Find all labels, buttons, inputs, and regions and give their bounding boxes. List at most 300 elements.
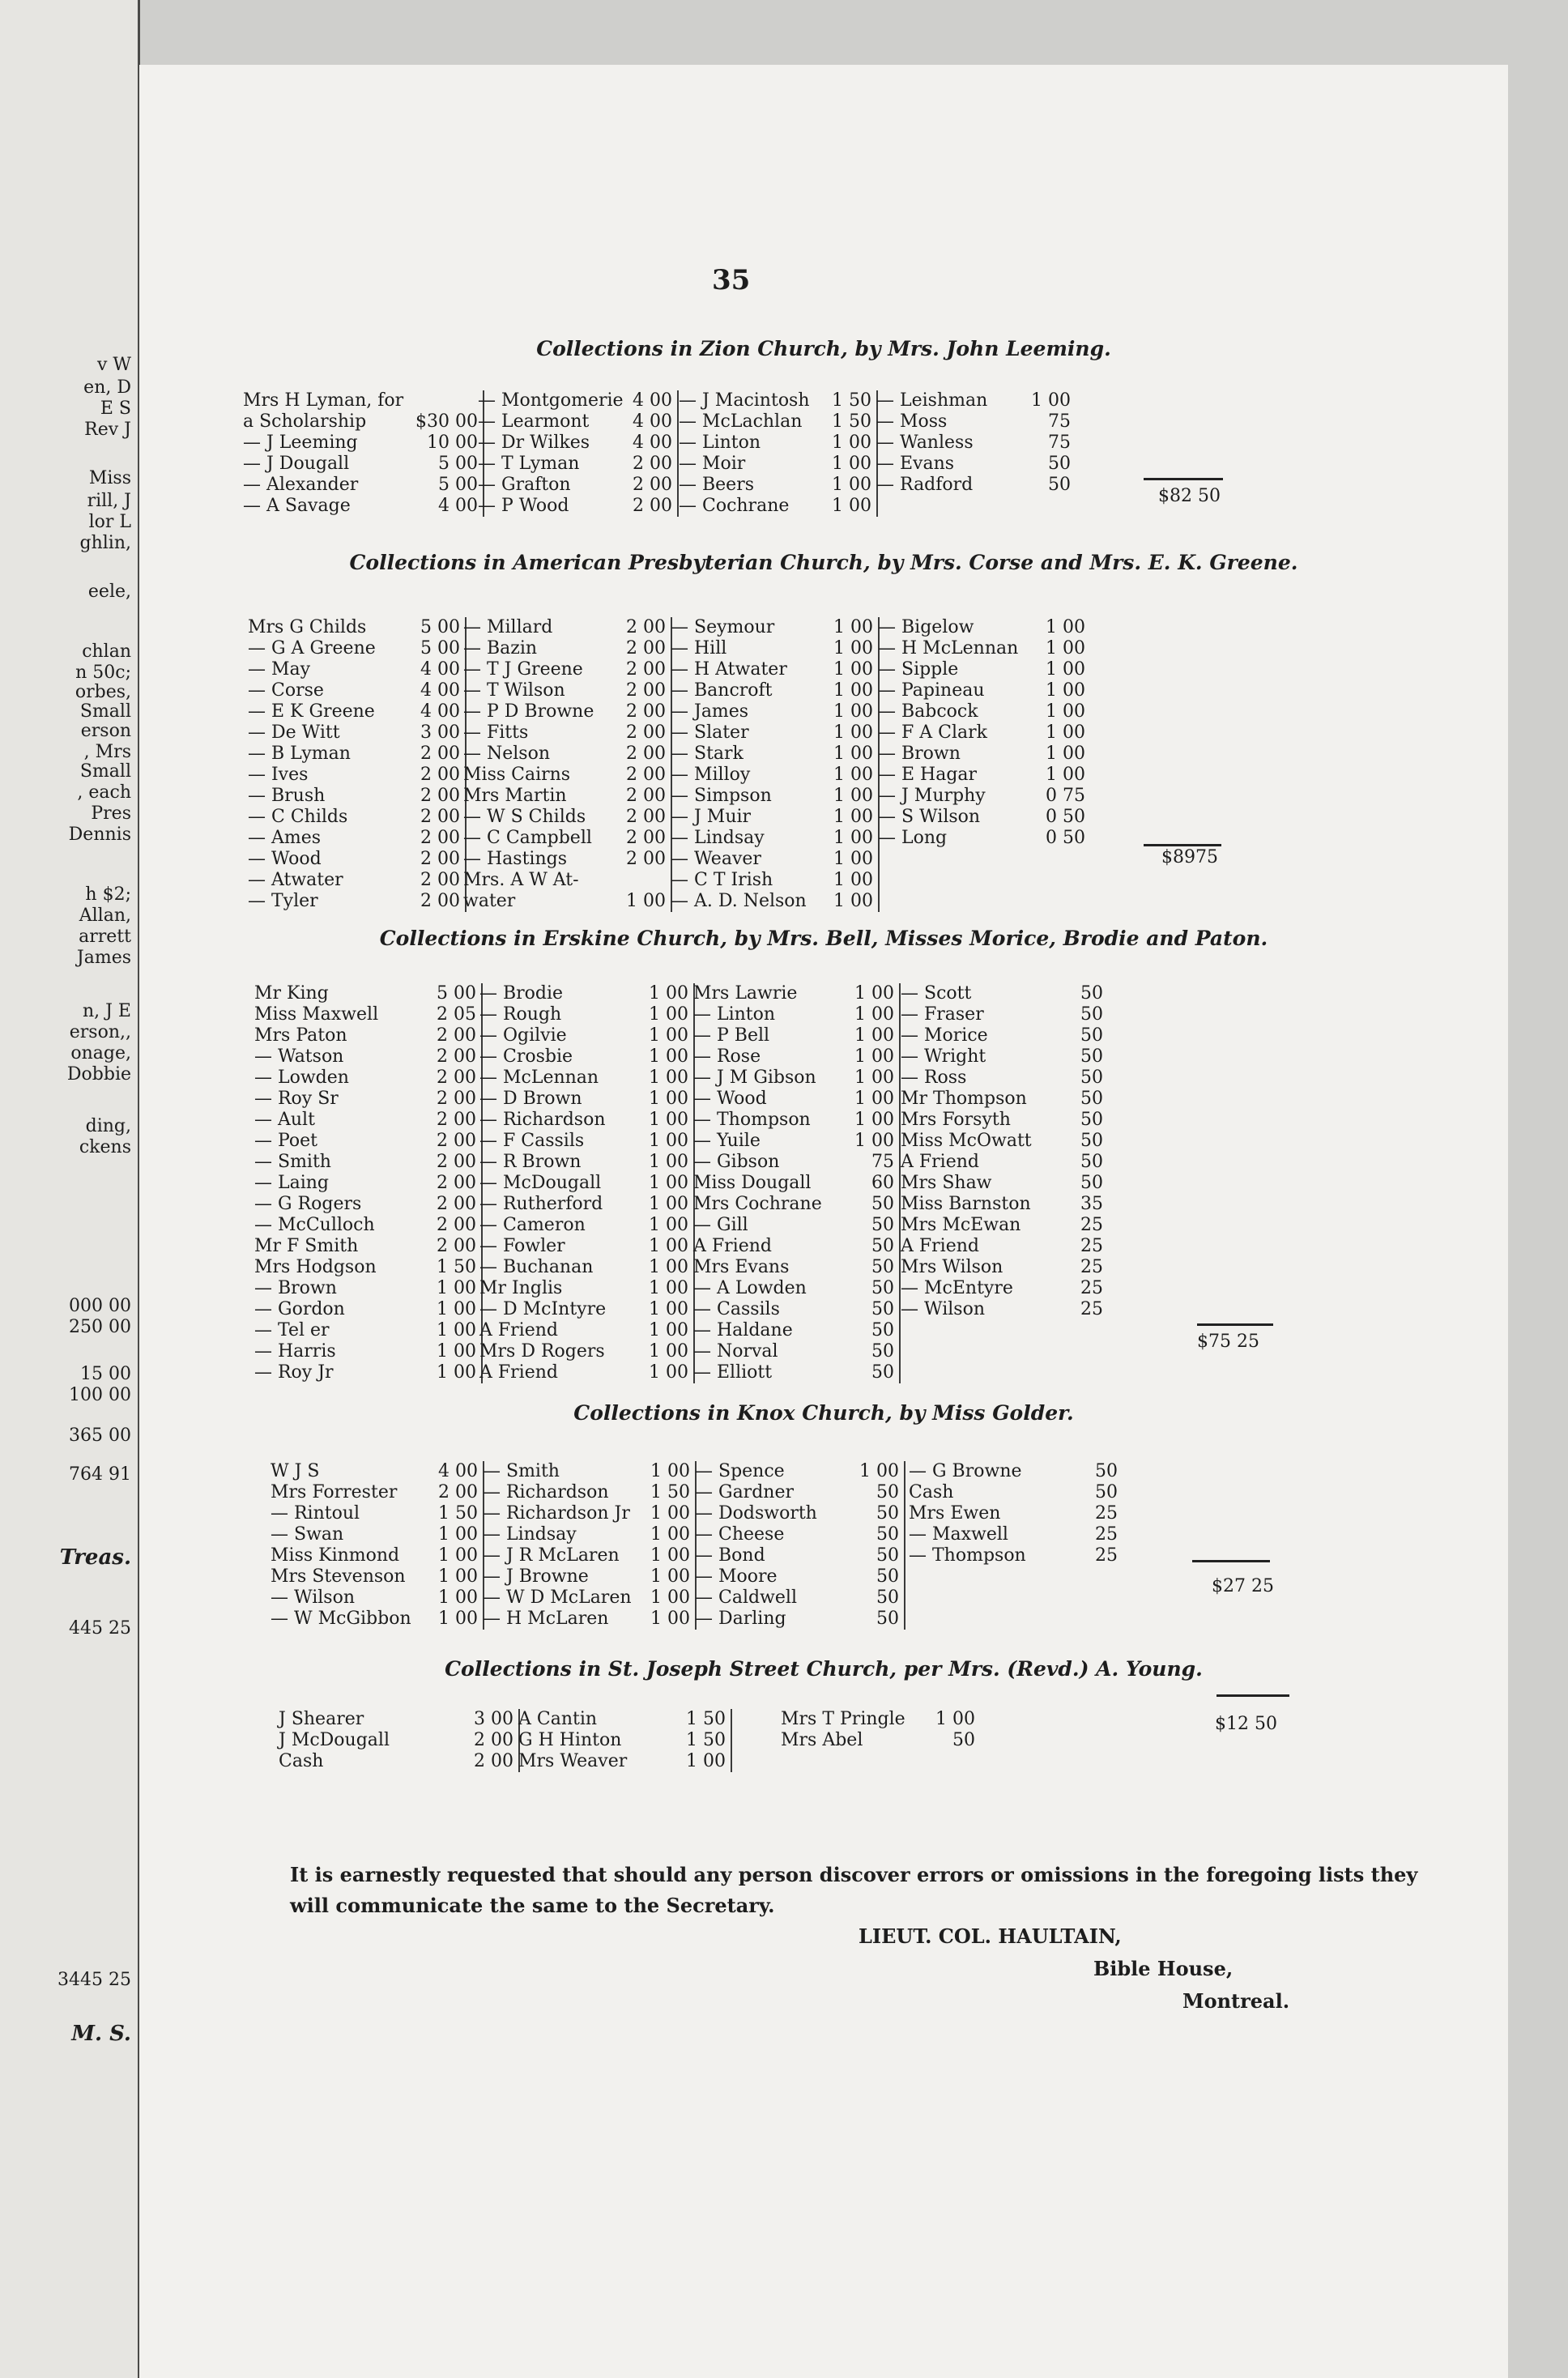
donation-amount: 50 <box>1080 1173 1103 1193</box>
donor-row <box>693 1131 894 1152</box>
donor-name: — H Atwater <box>671 659 787 680</box>
donation-amount: 50 <box>871 1320 894 1340</box>
donor-name: — Harris <box>254 1341 336 1362</box>
donor-row <box>483 1461 690 1482</box>
donation-amount: 2 00 <box>437 1089 476 1109</box>
donor-name: — Caldwell <box>695 1587 797 1608</box>
donor-name: — Nelson <box>463 744 551 764</box>
facing-page-text: Allan, <box>79 906 131 926</box>
donation-amount: 1 00 <box>854 1025 894 1046</box>
donor-name: — J Leeming <box>243 433 358 453</box>
donor-name: G H Hinton <box>518 1730 622 1750</box>
donation-amount: 1 50 <box>437 1257 476 1277</box>
donor-column <box>479 983 695 1383</box>
donor-name: — Thompson <box>909 1545 1026 1566</box>
donor-name: — Poet <box>254 1131 318 1151</box>
donor-row <box>878 680 1085 701</box>
donor-name: — Moore <box>695 1566 778 1587</box>
donor-name: A Friend <box>479 1362 558 1383</box>
donor-row <box>679 411 871 433</box>
donor-row <box>248 828 460 849</box>
donor-row <box>479 1131 688 1152</box>
donation-amount: 1 00 <box>854 1110 894 1130</box>
facing-page-text: n, J E <box>82 1001 131 1021</box>
donor-name: — Gibson <box>693 1152 780 1172</box>
donor-row <box>479 1236 688 1257</box>
donor-name: Miss Barnston <box>901 1194 1031 1214</box>
donation-amount: 1 00 <box>438 1587 478 1608</box>
donor-row <box>248 638 460 659</box>
donor-name: — Bond <box>695 1545 765 1566</box>
donor-row <box>901 1004 1103 1025</box>
donor-row <box>518 1751 726 1772</box>
donation-amount: 1 00 <box>650 1545 690 1566</box>
donor-row <box>243 390 478 411</box>
donation-amount: 1 00 <box>833 659 873 680</box>
donor-row <box>901 1299 1103 1320</box>
donation-amount: 25 <box>1080 1215 1103 1235</box>
donation-amount: 1 00 <box>1046 765 1085 785</box>
donation-amount: 2 00 <box>420 891 460 911</box>
donor-column <box>679 390 878 517</box>
donor-row <box>479 1341 688 1362</box>
donation-amount: 50 <box>1095 1461 1118 1481</box>
donor-name: — J Browne <box>483 1566 589 1587</box>
donor-row <box>671 849 873 870</box>
donor-row <box>693 1362 894 1383</box>
donation-amount: 2 00 <box>626 680 666 701</box>
donor-name: — Sipple <box>878 659 959 680</box>
donation-amount: 2 00 <box>437 1173 476 1193</box>
donation-amount: 50 <box>871 1194 894 1214</box>
donor-name: A Friend <box>901 1236 979 1256</box>
donor-row <box>671 786 873 807</box>
donor-name: — A Lowden <box>693 1278 807 1298</box>
donor-name: — Scott <box>901 983 972 1004</box>
donor-name: — Smith <box>254 1152 331 1172</box>
donation-amount: 75 <box>1048 433 1071 453</box>
donation-amount: 2 00 <box>438 1482 478 1502</box>
donor-row <box>248 786 460 807</box>
donation-amount: 1 00 <box>1046 659 1085 680</box>
donor-row <box>483 1545 690 1566</box>
facing-page-text: erson,, <box>69 1022 131 1042</box>
donation-amount: 4 00 <box>633 390 672 411</box>
donation-amount: 0 50 <box>1046 807 1085 827</box>
donor-row <box>479 983 688 1004</box>
donor-row <box>901 983 1103 1004</box>
facing-page-text: Treas. <box>59 1545 131 1570</box>
donation-amount: 2 00 <box>626 786 666 806</box>
donor-row <box>463 849 666 870</box>
donor-row <box>243 433 478 454</box>
donation-amount: 50 <box>1080 1004 1103 1025</box>
donor-row <box>479 1278 688 1299</box>
donor-row <box>679 496 871 517</box>
facing-page-text: Miss <box>88 468 131 488</box>
donor-name: — P D Browne <box>463 701 594 722</box>
donation-amount: 1 50 <box>438 1503 478 1524</box>
donation-amount: 1 00 <box>833 638 873 658</box>
donor-row <box>483 1503 690 1524</box>
donation-amount: 1 00 <box>832 433 871 453</box>
donation-amount: 1 00 <box>833 722 873 743</box>
donation-amount: 1 00 <box>649 1278 688 1298</box>
donor-name: — Ogilvie <box>479 1025 567 1046</box>
donor-name: — Radford <box>876 475 974 495</box>
donor-name: J McDougall <box>279 1730 390 1750</box>
donor-column <box>518 1709 732 1772</box>
donor-name: — Rintoul <box>271 1503 360 1524</box>
donor-name: — Moss <box>876 411 948 432</box>
donor-row <box>248 680 460 701</box>
donation-amount: 1 00 <box>859 1461 899 1481</box>
donor-column <box>878 617 1090 849</box>
donor-row <box>901 1257 1103 1278</box>
donor-row <box>248 701 460 722</box>
donor-row <box>483 1609 690 1630</box>
donation-amount: 1 00 <box>649 1173 688 1193</box>
donation-amount: 1 00 <box>649 1362 688 1383</box>
donor-row <box>909 1524 1118 1545</box>
donor-row <box>695 1587 899 1609</box>
donor-name: — Alexander <box>243 475 359 495</box>
donation-amount: 2 00 <box>437 1131 476 1151</box>
donor-row <box>479 1215 688 1236</box>
donor-name: — De Witt <box>248 722 340 743</box>
donor-name: Mrs Forsyth <box>901 1110 1011 1130</box>
donor-row <box>478 390 672 411</box>
donation-amount: 1 00 <box>833 849 873 869</box>
donor-row <box>781 1709 975 1730</box>
donation-amount: 1 00 <box>650 1524 690 1545</box>
donor-column <box>279 1709 520 1772</box>
donation-amount: 2 00 <box>437 1025 476 1046</box>
donation-amount: 2 00 <box>626 849 666 869</box>
donor-name: — Wood <box>693 1089 767 1109</box>
donation-amount: 1 00 <box>833 617 873 637</box>
donor-row <box>279 1709 513 1730</box>
donor-row <box>243 454 478 475</box>
donor-name: A Friend <box>901 1152 979 1172</box>
facing-page-text: 000 00 <box>69 1296 131 1316</box>
donor-name: — T Wilson <box>463 680 565 701</box>
facing-page-text: lor L <box>88 512 131 532</box>
donation-amount: 2 00 <box>420 807 460 827</box>
donor-row <box>695 1609 899 1630</box>
donor-name: — Long <box>878 828 948 848</box>
donor-name: Mrs Stevenson <box>271 1566 406 1587</box>
donation-amount: 2 00 <box>420 744 460 764</box>
donor-row <box>671 722 873 744</box>
donation-amount: 1 00 <box>833 828 873 848</box>
donation-amount: 50 <box>876 1609 899 1629</box>
donor-row <box>693 1257 894 1278</box>
donor-row <box>781 1730 975 1751</box>
donor-name: water <box>463 891 516 911</box>
donor-row <box>254 1236 476 1257</box>
donor-name: — P Bell <box>693 1025 770 1046</box>
donor-name: — Bazin <box>463 638 538 658</box>
donor-row <box>254 1089 476 1110</box>
donor-row <box>479 1089 688 1110</box>
donor-row <box>901 1046 1103 1068</box>
donor-name: — Linton <box>679 433 761 453</box>
donor-name: — May <box>248 659 311 680</box>
donor-name: — Ames <box>248 828 322 848</box>
donation-amount: 1 00 <box>438 1609 478 1629</box>
donor-name: — McLachlan <box>679 411 803 432</box>
donation-amount: 1 00 <box>854 1068 894 1088</box>
donor-row <box>695 1482 899 1503</box>
donation-amount: 1 00 <box>833 870 873 890</box>
donor-name: — Norval <box>693 1341 778 1362</box>
donor-row <box>479 1110 688 1131</box>
donation-amount: 1 00 <box>1046 722 1085 743</box>
donor-name: — Lowden <box>254 1068 349 1088</box>
donation-amount: 25 <box>1080 1299 1103 1319</box>
donation-amount: 1 00 <box>833 786 873 806</box>
donation-amount: 10 00 <box>427 433 478 453</box>
donation-amount: 50 <box>876 1587 899 1608</box>
facing-page-text: 15 00 <box>80 1364 131 1384</box>
donor-name: — Dr Wilkes <box>478 433 590 453</box>
donor-column <box>876 390 1076 496</box>
donor-name: — Wanless <box>876 433 974 453</box>
donor-name: — Darling <box>695 1609 786 1629</box>
donation-amount: 1 00 <box>649 1131 688 1151</box>
donor-name: — Gill <box>693 1215 748 1235</box>
donor-name: — Cassils <box>693 1299 780 1319</box>
donor-row <box>254 1131 476 1152</box>
donation-amount: 2 00 <box>420 849 460 869</box>
donor-name: — Wood <box>248 849 322 869</box>
donor-name: — Hill <box>671 638 727 658</box>
donor-name: — Richardson <box>483 1482 609 1502</box>
donor-name: — Rose <box>693 1046 761 1067</box>
donor-name: — W McGibbon <box>271 1609 411 1629</box>
donor-row <box>876 454 1071 475</box>
section-heading: Collections in American Presbyterian Church, by Mrs. Corse and Mrs. E. K. Greene. <box>349 551 1298 574</box>
donation-amount: 4 00 <box>420 659 460 680</box>
donor-name: — McEntyre <box>901 1278 1013 1298</box>
donation-amount: 1 00 <box>438 1545 478 1566</box>
donor-row <box>878 659 1085 680</box>
facing-page-text: n 50c; <box>75 663 131 683</box>
donor-name: — Brown <box>878 744 961 764</box>
donor-name: — Evans <box>876 454 955 474</box>
donation-amount: 1 00 <box>649 1257 688 1277</box>
donor-row <box>254 1278 476 1299</box>
donor-row <box>254 1320 476 1341</box>
donor-name: — Wilson <box>901 1299 985 1319</box>
donor-name: — Wilson <box>271 1587 355 1608</box>
donor-row <box>693 1341 894 1362</box>
donor-row <box>671 659 873 680</box>
donation-amount: 1 00 <box>650 1461 690 1481</box>
donor-name: — Brown <box>254 1278 337 1298</box>
donation-amount: 2 00 <box>626 828 666 848</box>
signature-place: Bible House, <box>1093 1957 1234 1980</box>
donor-name: — Atwater <box>248 870 343 890</box>
facing-page-text: ding, <box>85 1116 131 1136</box>
donation-amount: 50 <box>1080 1025 1103 1046</box>
total-rule <box>1144 844 1221 846</box>
donation-amount: 1 00 <box>832 496 871 516</box>
donor-row <box>901 1068 1103 1089</box>
donation-amount: 4 00 <box>438 1461 478 1481</box>
donation-amount: 25 <box>1080 1257 1103 1277</box>
donor-row <box>693 1068 894 1089</box>
donor-name: — Cheese <box>695 1524 785 1545</box>
donor-name: — G Browne <box>909 1461 1022 1481</box>
donor-row <box>248 870 460 891</box>
donation-amount: 2 05 <box>437 1004 476 1025</box>
donor-name: — McCulloch <box>254 1215 375 1235</box>
donor-name: — Bancroft <box>671 680 773 701</box>
donor-row <box>479 1004 688 1025</box>
donor-row <box>483 1587 690 1609</box>
donor-name: Miss Cairns <box>463 765 571 785</box>
donor-row <box>248 744 460 765</box>
donation-amount: 1 00 <box>649 1215 688 1235</box>
donor-row <box>901 1152 1103 1173</box>
donor-row <box>271 1461 478 1482</box>
donation-amount: 50 <box>1080 1131 1103 1151</box>
donor-name: — B Lyman <box>248 744 351 764</box>
donor-row <box>518 1709 726 1730</box>
donor-row <box>254 1046 476 1068</box>
donor-row <box>479 1025 688 1046</box>
donor-row <box>279 1730 513 1751</box>
facing-page-text: 3445 25 <box>58 1970 131 1990</box>
donor-name: — Tel er <box>254 1320 330 1340</box>
donor-row <box>909 1482 1118 1503</box>
donor-name: — Ives <box>248 765 309 785</box>
facing-page-text: rill, J <box>87 491 131 511</box>
donor-name: Miss McOwatt <box>901 1131 1032 1151</box>
donor-name: — Cochrane <box>679 496 790 516</box>
facing-page-text: en, D <box>83 377 131 398</box>
donation-amount: 1 00 <box>649 983 688 1004</box>
donation-amount: 75 <box>1048 411 1071 432</box>
donation-amount: 1 00 <box>935 1709 975 1729</box>
donor-name: — Wright <box>901 1046 986 1067</box>
donation-amount: 50 <box>876 1545 899 1566</box>
donor-row <box>463 828 666 849</box>
donor-row <box>479 1320 688 1341</box>
donation-amount: 2 00 <box>626 659 666 680</box>
donor-name: — Bigelow <box>878 617 974 637</box>
donor-name: A Friend <box>479 1320 558 1340</box>
donor-row <box>695 1461 899 1482</box>
facing-page-text: Small <box>79 701 131 722</box>
section-heading: Collections in Knox Church, by Miss Golder. <box>573 1401 1074 1425</box>
donation-amount: 50 <box>876 1566 899 1587</box>
donation-amount: 2 00 <box>474 1730 513 1750</box>
donation-amount: 1 00 <box>832 454 871 474</box>
donor-row <box>695 1524 899 1545</box>
donor-name: — Hastings <box>463 849 568 869</box>
donor-name: — G A Greene <box>248 638 376 658</box>
donor-name: — Morice <box>901 1025 988 1046</box>
donation-amount: 50 <box>1080 1152 1103 1172</box>
facing-page-fragment <box>0 0 140 2378</box>
donation-amount: 1 50 <box>832 411 871 432</box>
donation-amount: 2 00 <box>420 828 460 848</box>
donor-column <box>248 617 467 912</box>
donor-row <box>248 891 460 912</box>
donor-name: Mrs Wilson <box>901 1257 1003 1277</box>
donation-amount: 2 00 <box>437 1068 476 1088</box>
donor-row <box>693 1004 894 1025</box>
donation-amount: 1 00 <box>649 1004 688 1025</box>
donation-amount: 50 <box>1095 1482 1118 1502</box>
donor-row <box>693 1299 894 1320</box>
donor-name: — Elliott <box>693 1362 773 1383</box>
donor-name: — Ault <box>254 1110 315 1130</box>
donor-row <box>876 433 1071 454</box>
donor-row <box>479 1257 688 1278</box>
donor-name: — Seymour <box>671 617 775 637</box>
donor-row <box>876 475 1071 496</box>
donor-name: — Brodie <box>479 983 564 1004</box>
donor-column <box>483 1461 697 1630</box>
donation-amount: 25 <box>1095 1524 1118 1545</box>
donation-amount: 1 00 <box>650 1566 690 1587</box>
facing-page-text: Small <box>79 761 131 782</box>
donor-name: — C Campbell <box>463 828 592 848</box>
donor-row <box>878 765 1085 786</box>
donation-amount: 3 00 <box>420 722 460 743</box>
donor-name: A Friend <box>693 1236 772 1256</box>
donor-row <box>878 828 1085 849</box>
donor-name: — P Wood <box>478 496 569 516</box>
donor-row <box>878 786 1085 807</box>
donation-amount: 4 00 <box>420 680 460 701</box>
donor-name: — Yuile <box>693 1131 761 1151</box>
donor-name: — Moir <box>679 454 746 474</box>
donor-name: Mr King <box>254 983 329 1004</box>
donor-row <box>254 983 476 1004</box>
donor-name: Mrs D Rogers <box>479 1341 605 1362</box>
donation-amount: 1 00 <box>649 1110 688 1130</box>
donor-name: Mrs McEwan <box>901 1215 1021 1235</box>
donation-amount: 2 00 <box>633 454 672 474</box>
donor-row <box>483 1482 690 1503</box>
donation-amount: 50 <box>876 1482 899 1502</box>
donor-row <box>478 475 672 496</box>
donation-amount: 1 00 <box>833 891 873 911</box>
facing-page-text: 100 00 <box>69 1385 131 1405</box>
donor-row <box>671 765 873 786</box>
donor-row <box>479 1362 688 1383</box>
donor-name: — W S Childs <box>463 807 586 827</box>
donor-row <box>693 1320 894 1341</box>
donation-amount: 1 00 <box>437 1362 476 1383</box>
donation-amount: 50 <box>871 1257 894 1277</box>
donor-name: Mrs Hodgson <box>254 1257 377 1277</box>
donation-amount: 1 00 <box>1046 617 1085 637</box>
facing-page-text: erson <box>80 721 131 741</box>
donation-amount: 5 00 <box>438 475 478 495</box>
donor-name: — Richardson <box>479 1110 606 1130</box>
donor-row <box>478 454 672 475</box>
donor-row <box>693 1194 894 1215</box>
donor-row <box>693 1046 894 1068</box>
donation-amount: 1 00 <box>649 1089 688 1109</box>
donation-amount: 2 00 <box>626 765 666 785</box>
